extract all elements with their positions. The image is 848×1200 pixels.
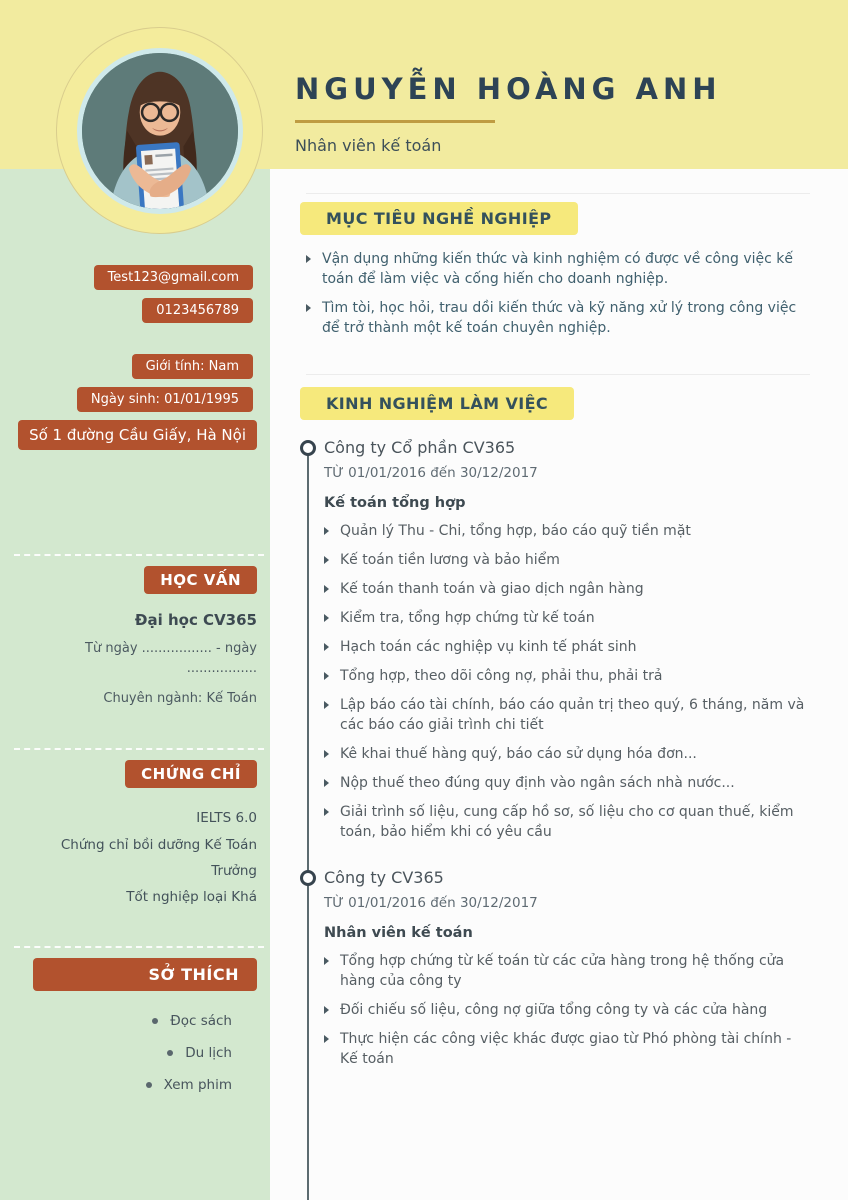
objective-list xyxy=(300,249,810,338)
arrow-bullet-icon xyxy=(324,672,329,680)
duty-text: Kê khai thuế hàng quý, báo cáo sử dụng hóa đơn... xyxy=(340,746,697,762)
duty-item xyxy=(318,1029,810,1069)
section-divider xyxy=(306,374,810,375)
arrow-bullet-icon xyxy=(324,957,329,965)
experience-job-1 xyxy=(300,438,810,842)
main-content xyxy=(270,169,848,1200)
timeline-circle-icon xyxy=(300,440,316,456)
objective-item xyxy=(300,298,810,338)
address-badge: Số 1 đường Cầu Giấy, Hà Nội xyxy=(18,420,257,450)
hobby-label: Đọc sách xyxy=(170,1012,232,1029)
duty-item xyxy=(318,521,810,541)
education-major: Chuyên ngành: Kế Toán xyxy=(103,691,257,707)
objective-item xyxy=(300,249,810,289)
duty-item xyxy=(318,550,810,570)
job-period: TỪ 01/01/2016 đến 30/12/2017 xyxy=(324,895,538,911)
duty-text: Tổng hợp chứng từ kế toán từ các cửa hàng trong hệ thống cửa hàng của công ty xyxy=(340,953,785,989)
duty-item xyxy=(318,1000,810,1020)
arrow-bullet-icon xyxy=(324,701,329,709)
arrow-bullet-icon xyxy=(324,585,329,593)
duty-item xyxy=(318,951,810,991)
phone-badge: 0123456789 xyxy=(142,298,253,323)
duty-text: Giải trình số liệu, cung cấp hồ sơ, số liệu cho cơ quan thuế, kiểm toán, bảo hiểm khi có yêu cầu xyxy=(340,804,794,840)
avatar xyxy=(77,48,243,214)
avatar-frame xyxy=(56,27,263,234)
duty-item xyxy=(318,608,810,628)
hobbies-list xyxy=(146,1013,232,1109)
job-title: Kế toán tổng hợp xyxy=(324,495,466,511)
objective-text: Tìm tòi, học hỏi, trau dồi kiến thức và kỹ năng xử lý trong công việc để trở thành một kế toán chuyên nghiệp. xyxy=(322,300,797,336)
duty-text: Thực hiện các công việc khác được giao từ Phó phòng tài chính - Kế toán xyxy=(340,1031,792,1067)
hobby-label: Du lịch xyxy=(185,1044,232,1061)
duty-text: Đối chiếu số liệu, công nợ giữa tổng công ty và các cửa hàng xyxy=(340,1002,768,1018)
duty-list xyxy=(318,951,810,1069)
person-job-title: Nhân viên kế toán xyxy=(295,136,442,155)
person-name: NGUYỄN HOÀNG ANH xyxy=(295,72,722,106)
duty-text: Lập báo cáo tài chính, báo cáo quản trị theo quý, 6 tháng, năm và các báo cáo giải trình chi tiết xyxy=(340,697,805,733)
certificates-heading: CHỨNG CHỈ xyxy=(125,760,257,788)
education-heading: HỌC VẤN xyxy=(144,566,257,594)
dot-bullet-icon xyxy=(167,1050,173,1056)
job-title: Nhân viên kế toán xyxy=(324,925,473,941)
duty-item xyxy=(318,744,810,764)
duty-text: Hạch toán các nghiệp vụ kinh tế phát sinh xyxy=(340,639,637,655)
hobby-label: Xem phim xyxy=(163,1076,232,1093)
company-name: Công ty Cổ phần CV365 xyxy=(324,438,516,457)
duty-item xyxy=(318,579,810,599)
arrow-bullet-icon xyxy=(324,808,329,816)
arrow-bullet-icon xyxy=(324,643,329,651)
hobby-item xyxy=(146,1013,232,1029)
experience-timeline xyxy=(300,438,810,1069)
name-underline xyxy=(295,120,495,123)
objective-heading: MỤC TIÊU NGHỀ NGHIỆP xyxy=(300,202,578,235)
duty-item xyxy=(318,666,810,686)
education-period: Từ ngày ................. - ngày ................. xyxy=(85,641,257,677)
gender-badge: Giới tính: Nam xyxy=(132,354,253,379)
duty-item xyxy=(318,802,810,842)
certificates-section xyxy=(14,748,264,910)
duty-text: Kế toán thanh toán và giao dịch ngân hàng xyxy=(340,581,644,597)
arrow-bullet-icon xyxy=(306,255,311,263)
duty-text: Quản lý Thu - Chi, tổng hợp, báo cáo quỹ tiền mặt xyxy=(340,523,691,539)
certificate-item: Chứng chỉ bồi dưỡng Kế Toán Trưởng xyxy=(60,836,257,880)
arrow-bullet-icon xyxy=(324,1035,329,1043)
certificates-list xyxy=(14,805,257,910)
education-section xyxy=(14,554,264,709)
job-period: TỪ 01/01/2016 đến 30/12/2017 xyxy=(324,465,538,481)
section-divider xyxy=(306,193,810,194)
duty-item xyxy=(318,773,810,793)
duty-item xyxy=(318,695,810,735)
profile-photo-illustration xyxy=(82,53,238,209)
arrow-bullet-icon xyxy=(324,750,329,758)
header xyxy=(295,72,815,155)
duty-text: Nộp thuế theo đúng quy định vào ngân sách nhà nước... xyxy=(340,775,735,791)
objective-text: Vận dụng những kiến thức và kinh nghiệm có được về công việc kế toán để làm việc và cống hiến cho doanh nghiệp. xyxy=(322,251,793,287)
certificate-item: Tốt nghiệp loại Khá xyxy=(126,889,257,906)
sidebar xyxy=(0,169,270,1200)
duty-text: Kiểm tra, tổng hợp chứng từ kế toán xyxy=(340,610,595,626)
duty-text: Kế toán tiền lương và bảo hiểm xyxy=(340,552,560,568)
arrow-bullet-icon xyxy=(306,304,311,312)
experience-job-2 xyxy=(300,868,810,1069)
hobby-item xyxy=(146,1045,232,1061)
duty-text: Tổng hợp, theo dõi công nợ, phải thu, phải trả xyxy=(340,668,663,684)
arrow-bullet-icon xyxy=(324,1006,329,1014)
email-badge: Test123@gmail.com xyxy=(94,265,253,290)
birthday-badge: Ngày sinh: 01/01/1995 xyxy=(77,387,253,412)
arrow-bullet-icon xyxy=(324,527,329,535)
arrow-bullet-icon xyxy=(324,614,329,622)
certificate-item: IELTS 6.0 xyxy=(196,810,257,827)
duty-list xyxy=(318,521,810,842)
arrow-bullet-icon xyxy=(324,556,329,564)
dot-bullet-icon xyxy=(152,1018,158,1024)
experience-heading: KINH NGHIỆM LÀM VIỆC xyxy=(300,387,574,420)
duty-item xyxy=(318,637,810,657)
arrow-bullet-icon xyxy=(324,779,329,787)
hobbies-heading: SỞ THÍCH xyxy=(33,958,257,991)
company-name: Công ty CV365 xyxy=(324,868,444,887)
hobbies-section xyxy=(14,946,264,1109)
dot-bullet-icon xyxy=(146,1082,152,1088)
education-school: Đại học CV365 xyxy=(134,611,257,629)
timeline-circle-icon xyxy=(300,870,316,886)
hobby-item xyxy=(146,1077,232,1093)
